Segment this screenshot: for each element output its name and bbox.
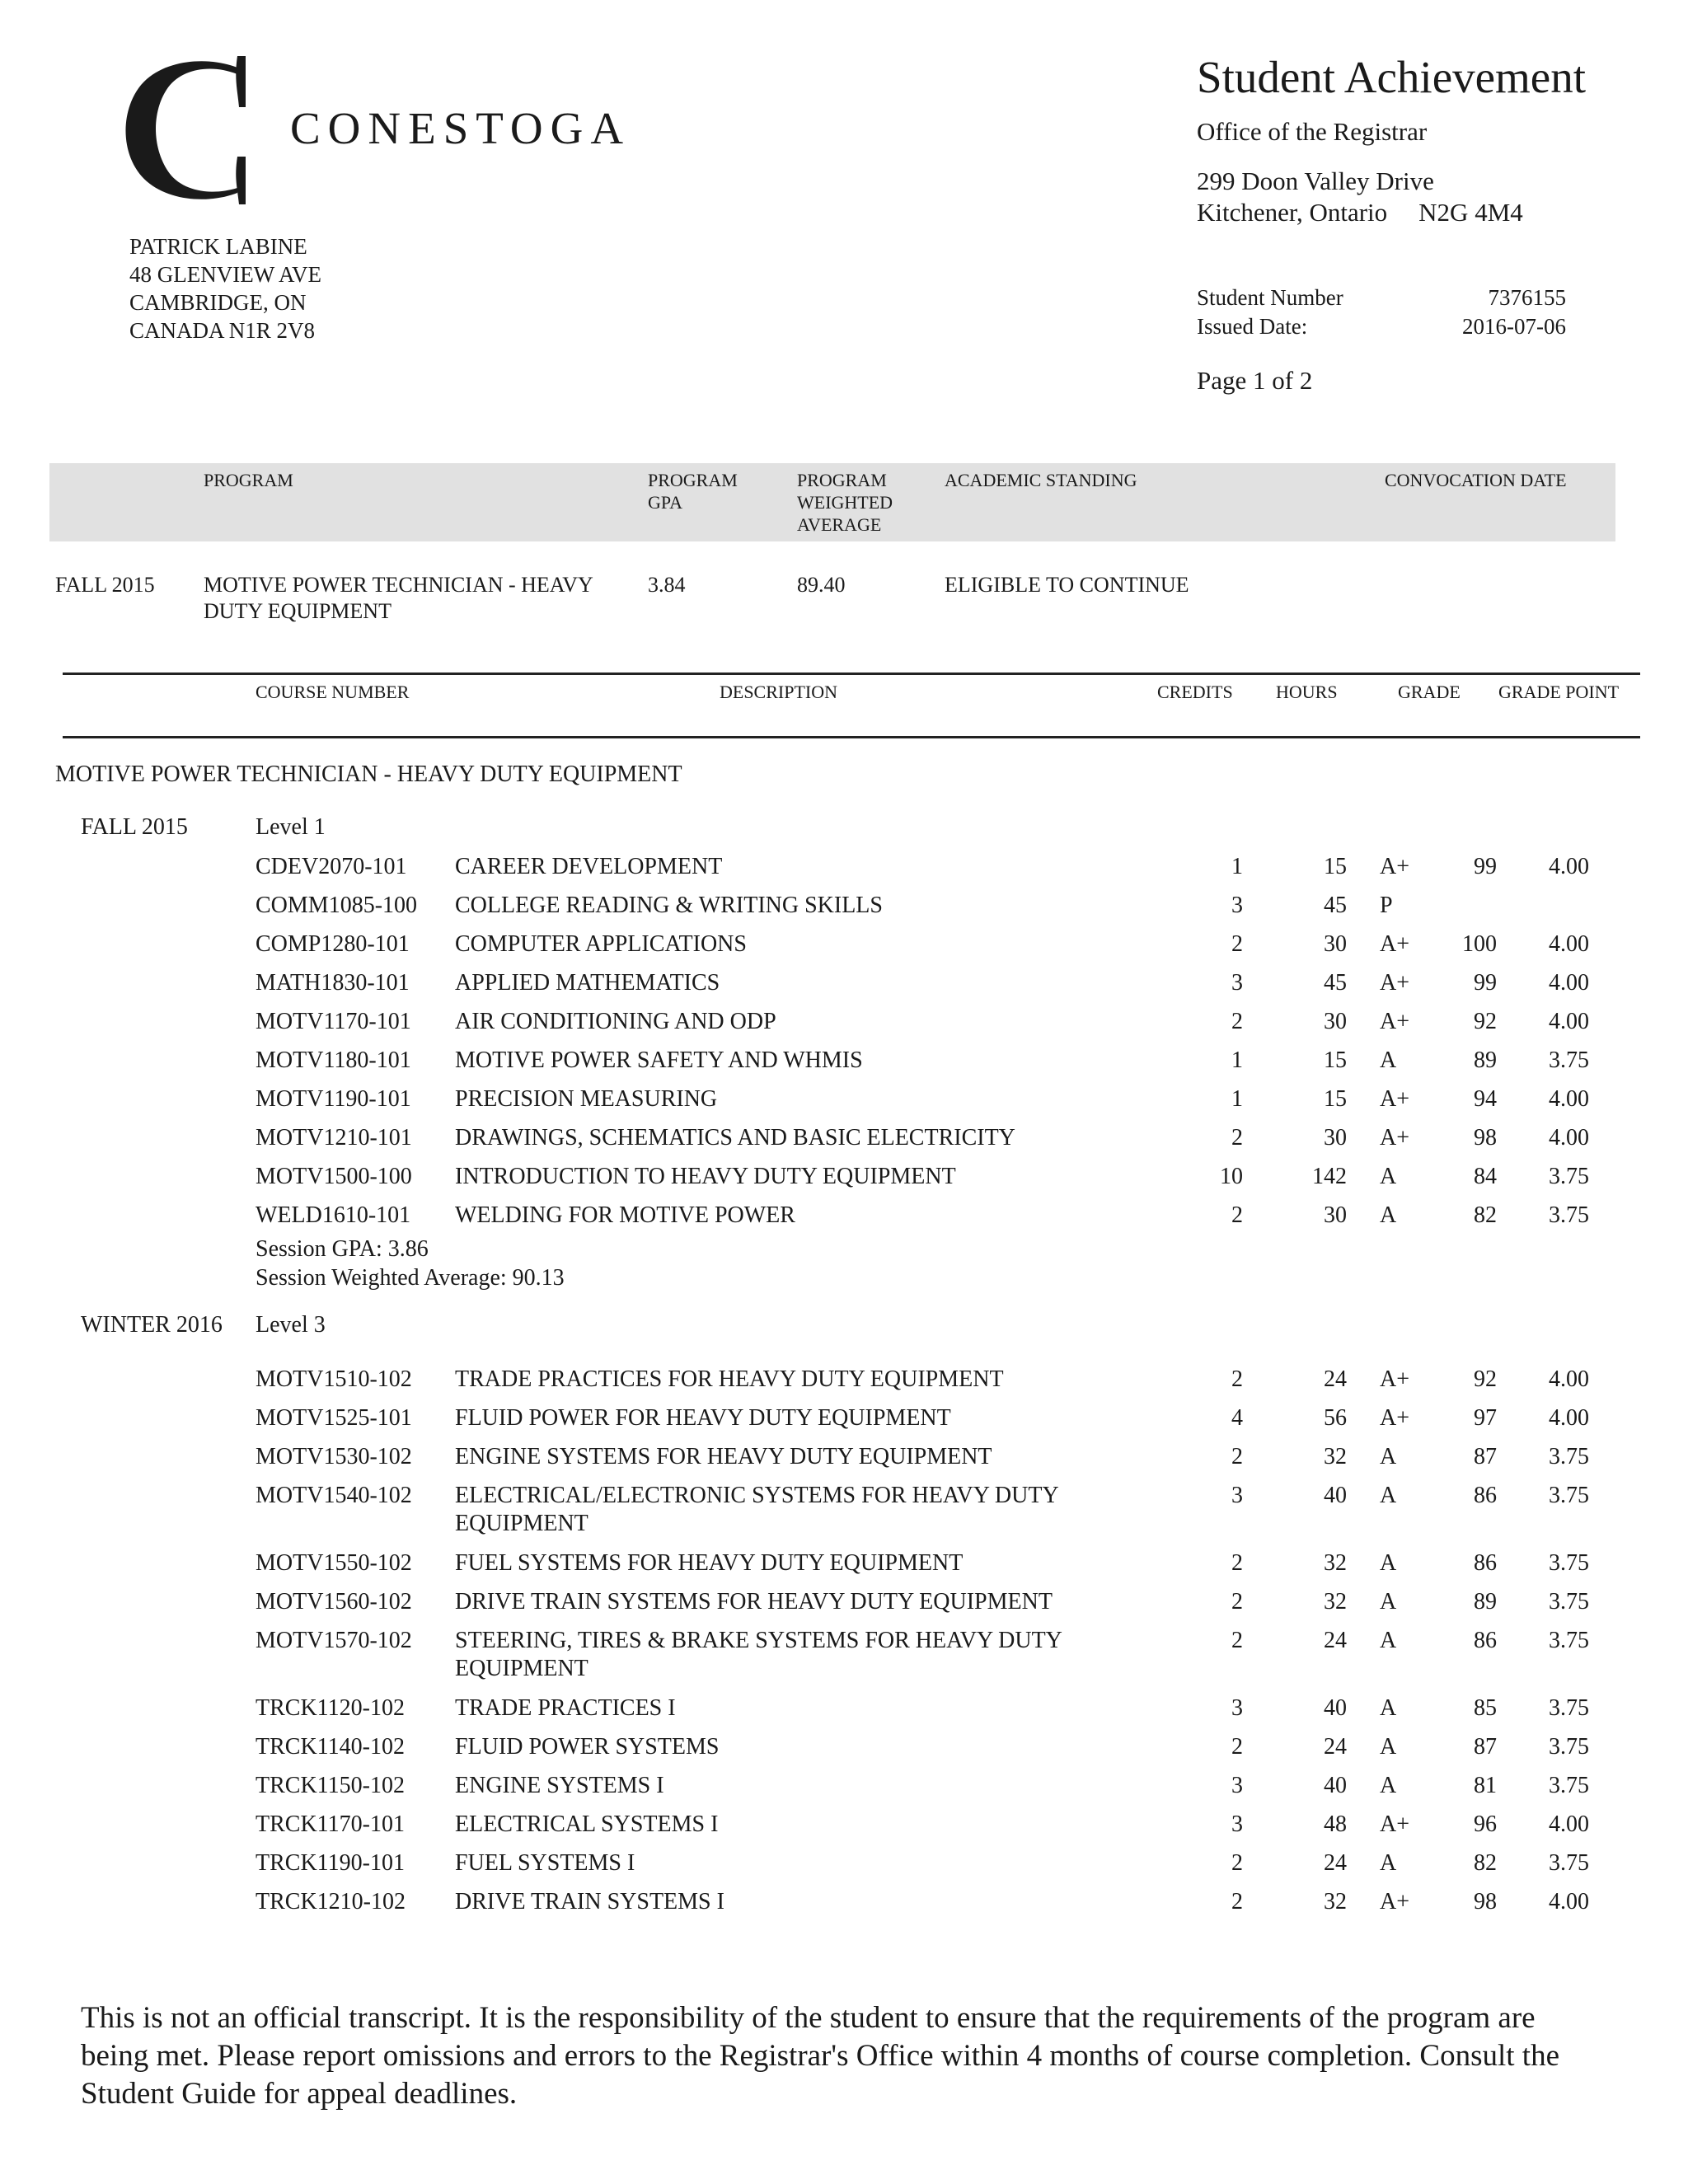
course-row [0, 969, 1688, 1002]
course-grade: A [1380, 1628, 1397, 1653]
program-term: FALL 2015 [55, 573, 155, 597]
course-number: MOTV1550-102 [256, 1550, 412, 1576]
course-grade: A [1380, 1202, 1397, 1228]
level-label: Level 3 [256, 1312, 326, 1338]
course-number: TRCK1120-102 [256, 1695, 405, 1721]
program-section-title: MOTIVE POWER TECHNICIAN - HEAVY DUTY EQUIPMENT [55, 762, 682, 787]
course-grade-point: 3.75 [1549, 1483, 1589, 1508]
program-gpa-value: 3.84 [648, 573, 686, 597]
student-number-value: 7376155 [1488, 285, 1566, 310]
course-grade-point: 3.75 [1549, 1047, 1589, 1073]
course-hours: 40 [1324, 1695, 1347, 1721]
course-percent: 86 [1474, 1550, 1497, 1576]
course-row [0, 1443, 1688, 1476]
course-credits: 3 [1231, 1483, 1243, 1508]
course-description: FUEL SYSTEMS FOR HEAVY DUTY EQUIPMENT [455, 1550, 964, 1576]
credits-header: CREDITS [1157, 682, 1233, 702]
program-wavg-header-line1: PROGRAM [797, 470, 887, 490]
course-number: MOTV1170-101 [256, 1009, 411, 1034]
student-street: 48 GLENVIEW AVE [129, 262, 321, 287]
document-title: Student Achievement [1197, 52, 1586, 102]
course-grade: A+ [1380, 1366, 1410, 1392]
program-gpa-header [648, 469, 738, 513]
course-grade-point: 4.00 [1549, 1405, 1589, 1431]
course-number: MOTV1525-101 [256, 1405, 412, 1431]
course-hours: 32 [1324, 1444, 1347, 1469]
course-number: TRCK1170-101 [256, 1811, 405, 1837]
course-number: MOTV1180-101 [256, 1047, 411, 1073]
course-description: MOTIVE POWER SAFETY AND WHMIS [455, 1047, 863, 1073]
course-grade: A+ [1380, 1889, 1410, 1915]
hours-header: HOURS [1276, 682, 1338, 702]
course-grade: A+ [1380, 854, 1410, 879]
registrar-postal: N2G 4M4 [1418, 198, 1523, 227]
course-grade: A+ [1380, 931, 1410, 957]
course-credits: 3 [1231, 1695, 1243, 1721]
academic-standing-header: ACADEMIC STANDING [945, 470, 1137, 490]
course-description: TRADE PRACTICES I [455, 1695, 676, 1721]
course-percent: 99 [1474, 970, 1497, 996]
course-number: MATH1830-101 [256, 970, 410, 996]
course-grade: A+ [1380, 1125, 1410, 1151]
course-percent: 92 [1474, 1009, 1497, 1034]
course-grade: A [1380, 1773, 1397, 1798]
course-percent: 87 [1474, 1444, 1497, 1469]
course-grade: A [1380, 1047, 1397, 1073]
grade-point-header: GRADE POINT [1498, 682, 1620, 702]
registrar-city [1197, 198, 1523, 227]
convocation-date-header: CONVOCATION DATE [1385, 470, 1567, 490]
course-number: TRCK1150-102 [256, 1773, 405, 1798]
course-hours: 48 [1324, 1811, 1347, 1837]
session-weighted-average: Session Weighted Average: 90.13 [256, 1265, 565, 1291]
course-grade-point: 3.75 [1549, 1202, 1589, 1228]
course-grade-point: 4.00 [1549, 1009, 1589, 1034]
academic-standing-value: ELIGIBLE TO CONTINUE [945, 573, 1189, 597]
registrar-street: 299 Doon Valley Drive [1197, 166, 1434, 195]
course-percent: 96 [1474, 1811, 1497, 1837]
course-description: DRAWINGS, SCHEMATICS AND BASIC ELECTRICITY [455, 1125, 1015, 1151]
course-grade: A+ [1380, 1086, 1410, 1112]
course-percent: 85 [1474, 1695, 1497, 1721]
course-row [0, 1202, 1688, 1235]
course-number: WELD1610-101 [256, 1202, 411, 1228]
course-number: COMM1085-100 [256, 893, 418, 918]
course-hours: 24 [1324, 1850, 1347, 1876]
course-percent: 94 [1474, 1086, 1497, 1112]
course-row [0, 1888, 1688, 1921]
course-description: FUEL SYSTEMS I [455, 1850, 635, 1876]
course-description-line2: EQUIPMENT [455, 1511, 588, 1536]
course-percent: 98 [1474, 1125, 1497, 1151]
course-grade: A [1380, 1589, 1397, 1615]
course-row [0, 1588, 1688, 1621]
course-credits: 4 [1231, 1405, 1243, 1431]
page-number: Page 1 of 2 [1197, 366, 1313, 395]
course-percent: 87 [1474, 1734, 1497, 1760]
course-description: COLLEGE READING & WRITING SKILLS [455, 893, 883, 918]
course-number: MOTV1530-102 [256, 1444, 412, 1469]
course-grade-point: 3.75 [1549, 1773, 1589, 1798]
student-city: CAMBRIDGE, ON [129, 290, 307, 315]
course-hours: 45 [1324, 893, 1347, 918]
course-credits: 3 [1231, 893, 1243, 918]
course-description-line1: ELECTRICAL/ELECTRONIC SYSTEMS FOR HEAVY DUTY [455, 1483, 1059, 1508]
course-percent: 99 [1474, 854, 1497, 879]
course-number: TRCK1190-101 [256, 1850, 405, 1876]
course-credits: 1 [1231, 1047, 1243, 1073]
course-credits: 2 [1231, 1734, 1243, 1760]
course-row [0, 1694, 1688, 1727]
course-credits: 2 [1231, 1850, 1243, 1876]
course-grade-point: 3.75 [1549, 1850, 1589, 1876]
course-grade-point: 4.00 [1549, 931, 1589, 957]
course-number: MOTV1190-101 [256, 1086, 411, 1112]
course-row [0, 930, 1688, 963]
course-grade-point: 3.75 [1549, 1628, 1589, 1653]
course-description: TRADE PRACTICES FOR HEAVY DUTY EQUIPMENT [455, 1366, 1004, 1392]
course-hours: 30 [1324, 1009, 1347, 1034]
session-gpa: Session GPA: 3.86 [256, 1236, 429, 1262]
course-header-top-rule [63, 673, 1640, 675]
program-wavg-value: 89.40 [797, 573, 846, 597]
course-hours: 32 [1324, 1589, 1347, 1615]
student-country: CANADA N1R 2V8 [129, 318, 316, 343]
course-percent: 92 [1474, 1366, 1497, 1392]
course-credits: 3 [1231, 970, 1243, 996]
course-grade-point: 4.00 [1549, 1366, 1589, 1392]
course-credits: 2 [1231, 1889, 1243, 1915]
course-hours: 30 [1324, 1202, 1347, 1228]
course-row [0, 1085, 1688, 1118]
course-grade-point: 4.00 [1549, 1125, 1589, 1151]
office-name: Office of the Registrar [1197, 117, 1428, 146]
course-hours: 15 [1324, 854, 1347, 879]
course-grade-point: 3.75 [1549, 1550, 1589, 1576]
course-credits: 2 [1231, 1125, 1243, 1151]
course-grade: A+ [1380, 1405, 1410, 1431]
course-description: WELDING FOR MOTIVE POWER [455, 1202, 795, 1228]
course-number: MOTV1210-101 [256, 1125, 412, 1151]
course-hours: 24 [1324, 1734, 1347, 1760]
course-description: DRIVE TRAIN SYSTEMS I [455, 1889, 724, 1915]
course-grade: A [1380, 1850, 1397, 1876]
program-gpa-header-line2: GPA [648, 492, 682, 513]
course-description: COMPUTER APPLICATIONS [455, 931, 747, 957]
course-credits: 2 [1231, 1589, 1243, 1615]
course-hours: 24 [1324, 1366, 1347, 1392]
program-name-line2: DUTY EQUIPMENT [204, 599, 392, 623]
course-description: FLUID POWER FOR HEAVY DUTY EQUIPMENT [455, 1405, 951, 1431]
course-percent: 98 [1474, 1889, 1497, 1915]
course-grade-point: 3.75 [1549, 1695, 1589, 1721]
course-credits: 2 [1231, 1202, 1243, 1228]
course-credits: 10 [1220, 1164, 1243, 1189]
course-row [0, 1124, 1688, 1157]
course-hours: 40 [1324, 1773, 1347, 1798]
course-number: MOTV1570-102 [256, 1628, 412, 1653]
course-number: TRCK1210-102 [256, 1889, 406, 1915]
course-grade: A [1380, 1550, 1397, 1576]
course-grade-point: 3.75 [1549, 1444, 1589, 1469]
course-credits: 2 [1231, 931, 1243, 957]
course-percent: 82 [1474, 1850, 1497, 1876]
course-hours: 24 [1324, 1628, 1347, 1653]
course-percent: 89 [1474, 1047, 1497, 1073]
program-name-line1: MOTIVE POWER TECHNICIAN - HEAVY [204, 573, 593, 597]
course-grade-point: 4.00 [1549, 1889, 1589, 1915]
course-credits: 2 [1231, 1444, 1243, 1469]
term-label: FALL 2015 [81, 814, 188, 840]
program-name [204, 572, 593, 625]
course-description: INTRODUCTION TO HEAVY DUTY EQUIPMENT [455, 1164, 956, 1189]
course-grade-point: 3.75 [1549, 1164, 1589, 1189]
course-number-header: COURSE NUMBER [256, 682, 410, 702]
course-number: MOTV1560-102 [256, 1589, 412, 1615]
program-header: PROGRAM [204, 470, 293, 490]
conestoga-wordmark: CONESTOGA [290, 103, 631, 153]
course-credits: 1 [1231, 1086, 1243, 1112]
course-number: TRCK1140-102 [256, 1734, 405, 1760]
course-grade: A [1380, 1695, 1397, 1721]
course-grade: A+ [1380, 1009, 1410, 1034]
course-credits: 2 [1231, 1628, 1243, 1653]
issued-date-value: 2016-07-06 [1462, 314, 1566, 339]
course-grade: A [1380, 1444, 1397, 1469]
course-row [0, 1549, 1688, 1582]
course-hours: 30 [1324, 931, 1347, 957]
course-percent: 84 [1474, 1164, 1497, 1189]
course-credits: 3 [1231, 1773, 1243, 1798]
course-number: MOTV1540-102 [256, 1483, 412, 1508]
course-hours: 40 [1324, 1483, 1347, 1508]
course-grade: A [1380, 1164, 1397, 1189]
course-hours: 45 [1324, 970, 1347, 996]
course-credits: 2 [1231, 1550, 1243, 1576]
course-description [455, 1627, 1131, 1683]
course-number: MOTV1510-102 [256, 1366, 412, 1392]
course-row [0, 1811, 1688, 1844]
course-row [0, 1772, 1688, 1805]
course-grade-point: 4.00 [1549, 1811, 1589, 1837]
course-credits: 1 [1231, 854, 1243, 879]
course-row [0, 1163, 1688, 1196]
course-percent: 81 [1474, 1773, 1497, 1798]
description-header: DESCRIPTION [720, 682, 838, 702]
course-hours: 30 [1324, 1125, 1347, 1151]
course-percent: 86 [1474, 1628, 1497, 1653]
course-description: ENGINE SYSTEMS I [455, 1773, 664, 1798]
course-row [0, 1047, 1688, 1080]
course-description: CAREER DEVELOPMENT [455, 854, 723, 879]
course-grade: A+ [1380, 970, 1410, 996]
course-number: CDEV2070-101 [256, 854, 407, 879]
course-credits: 3 [1231, 1811, 1243, 1837]
course-percent: 89 [1474, 1589, 1497, 1615]
course-row [0, 1627, 1688, 1681]
course-hours: 15 [1324, 1047, 1347, 1073]
course-grade: A [1380, 1483, 1397, 1508]
course-credits: 2 [1231, 1366, 1243, 1392]
student-number-label: Student Number [1197, 285, 1343, 310]
course-hours: 142 [1312, 1164, 1347, 1189]
course-grade-point: 3.75 [1549, 1589, 1589, 1615]
course-row [0, 853, 1688, 886]
program-wavg-header [797, 469, 893, 536]
course-grade-point: 4.00 [1549, 1086, 1589, 1112]
course-hours: 56 [1324, 1405, 1347, 1431]
course-grade: A+ [1380, 1811, 1410, 1837]
course-percent: 100 [1462, 931, 1497, 957]
course-hours: 15 [1324, 1086, 1347, 1112]
course-percent: 86 [1474, 1483, 1497, 1508]
registrar-city-text: Kitchener, Ontario [1197, 198, 1388, 227]
course-row [0, 1733, 1688, 1766]
course-number: MOTV1500-100 [256, 1164, 412, 1189]
course-description: AIR CONDITIONING AND ODP [455, 1009, 776, 1034]
program-wavg-header-line2: WEIGHTED [797, 492, 893, 513]
course-row [0, 892, 1688, 925]
course-description: APPLIED MATHEMATICS [455, 970, 720, 996]
issued-date-label: Issued Date: [1197, 314, 1308, 339]
program-wavg-header-line3: AVERAGE [797, 514, 882, 535]
course-row [0, 1008, 1688, 1041]
course-grade: A [1380, 1734, 1397, 1760]
course-description: ELECTRICAL SYSTEMS I [455, 1811, 719, 1837]
course-description: DRIVE TRAIN SYSTEMS FOR HEAVY DUTY EQUIPMENT [455, 1589, 1053, 1615]
program-gpa-header-line1: PROGRAM [648, 470, 738, 490]
course-percent: 82 [1474, 1202, 1497, 1228]
course-hours: 32 [1324, 1889, 1347, 1915]
course-grade-point: 4.00 [1549, 854, 1589, 879]
disclaimer: This is not an official transcript. It is the responsibility of the student to ensure that the requirements of the program are being met. Please report omissions and errors to the Registrar's Office within 4 months of course completion. Consult the Student Guide for appeal deadlines. [81, 2001, 1559, 2111]
course-row [0, 1404, 1688, 1437]
level-label: Level 1 [256, 814, 326, 840]
course-description [455, 1482, 1131, 1538]
course-description: PRECISION MEASURING [455, 1086, 718, 1112]
course-row [0, 1849, 1688, 1882]
student-name: PATRICK LABINE [129, 234, 307, 259]
course-grade: P [1380, 893, 1393, 918]
course-description: ENGINE SYSTEMS FOR HEAVY DUTY EQUIPMENT [455, 1444, 992, 1469]
course-description: FLUID POWER SYSTEMS [455, 1734, 720, 1760]
course-row [0, 1482, 1688, 1536]
course-hours: 32 [1324, 1550, 1347, 1576]
term-label: WINTER 2016 [81, 1312, 223, 1338]
grade-header: GRADE [1398, 682, 1461, 702]
course-description-line2: EQUIPMENT [455, 1656, 588, 1681]
course-number: COMP1280-101 [256, 931, 410, 957]
course-description-line1: STEERING, TIRES & BRAKE SYSTEMS FOR HEAVY DUTY [455, 1628, 1062, 1653]
conestoga-logo-icon [114, 56, 254, 204]
course-header-bottom-rule [63, 736, 1640, 738]
course-percent: 97 [1474, 1405, 1497, 1431]
course-credits: 2 [1231, 1009, 1243, 1034]
course-grade-point: 3.75 [1549, 1734, 1589, 1760]
course-grade-point: 4.00 [1549, 970, 1589, 996]
course-row [0, 1366, 1688, 1399]
